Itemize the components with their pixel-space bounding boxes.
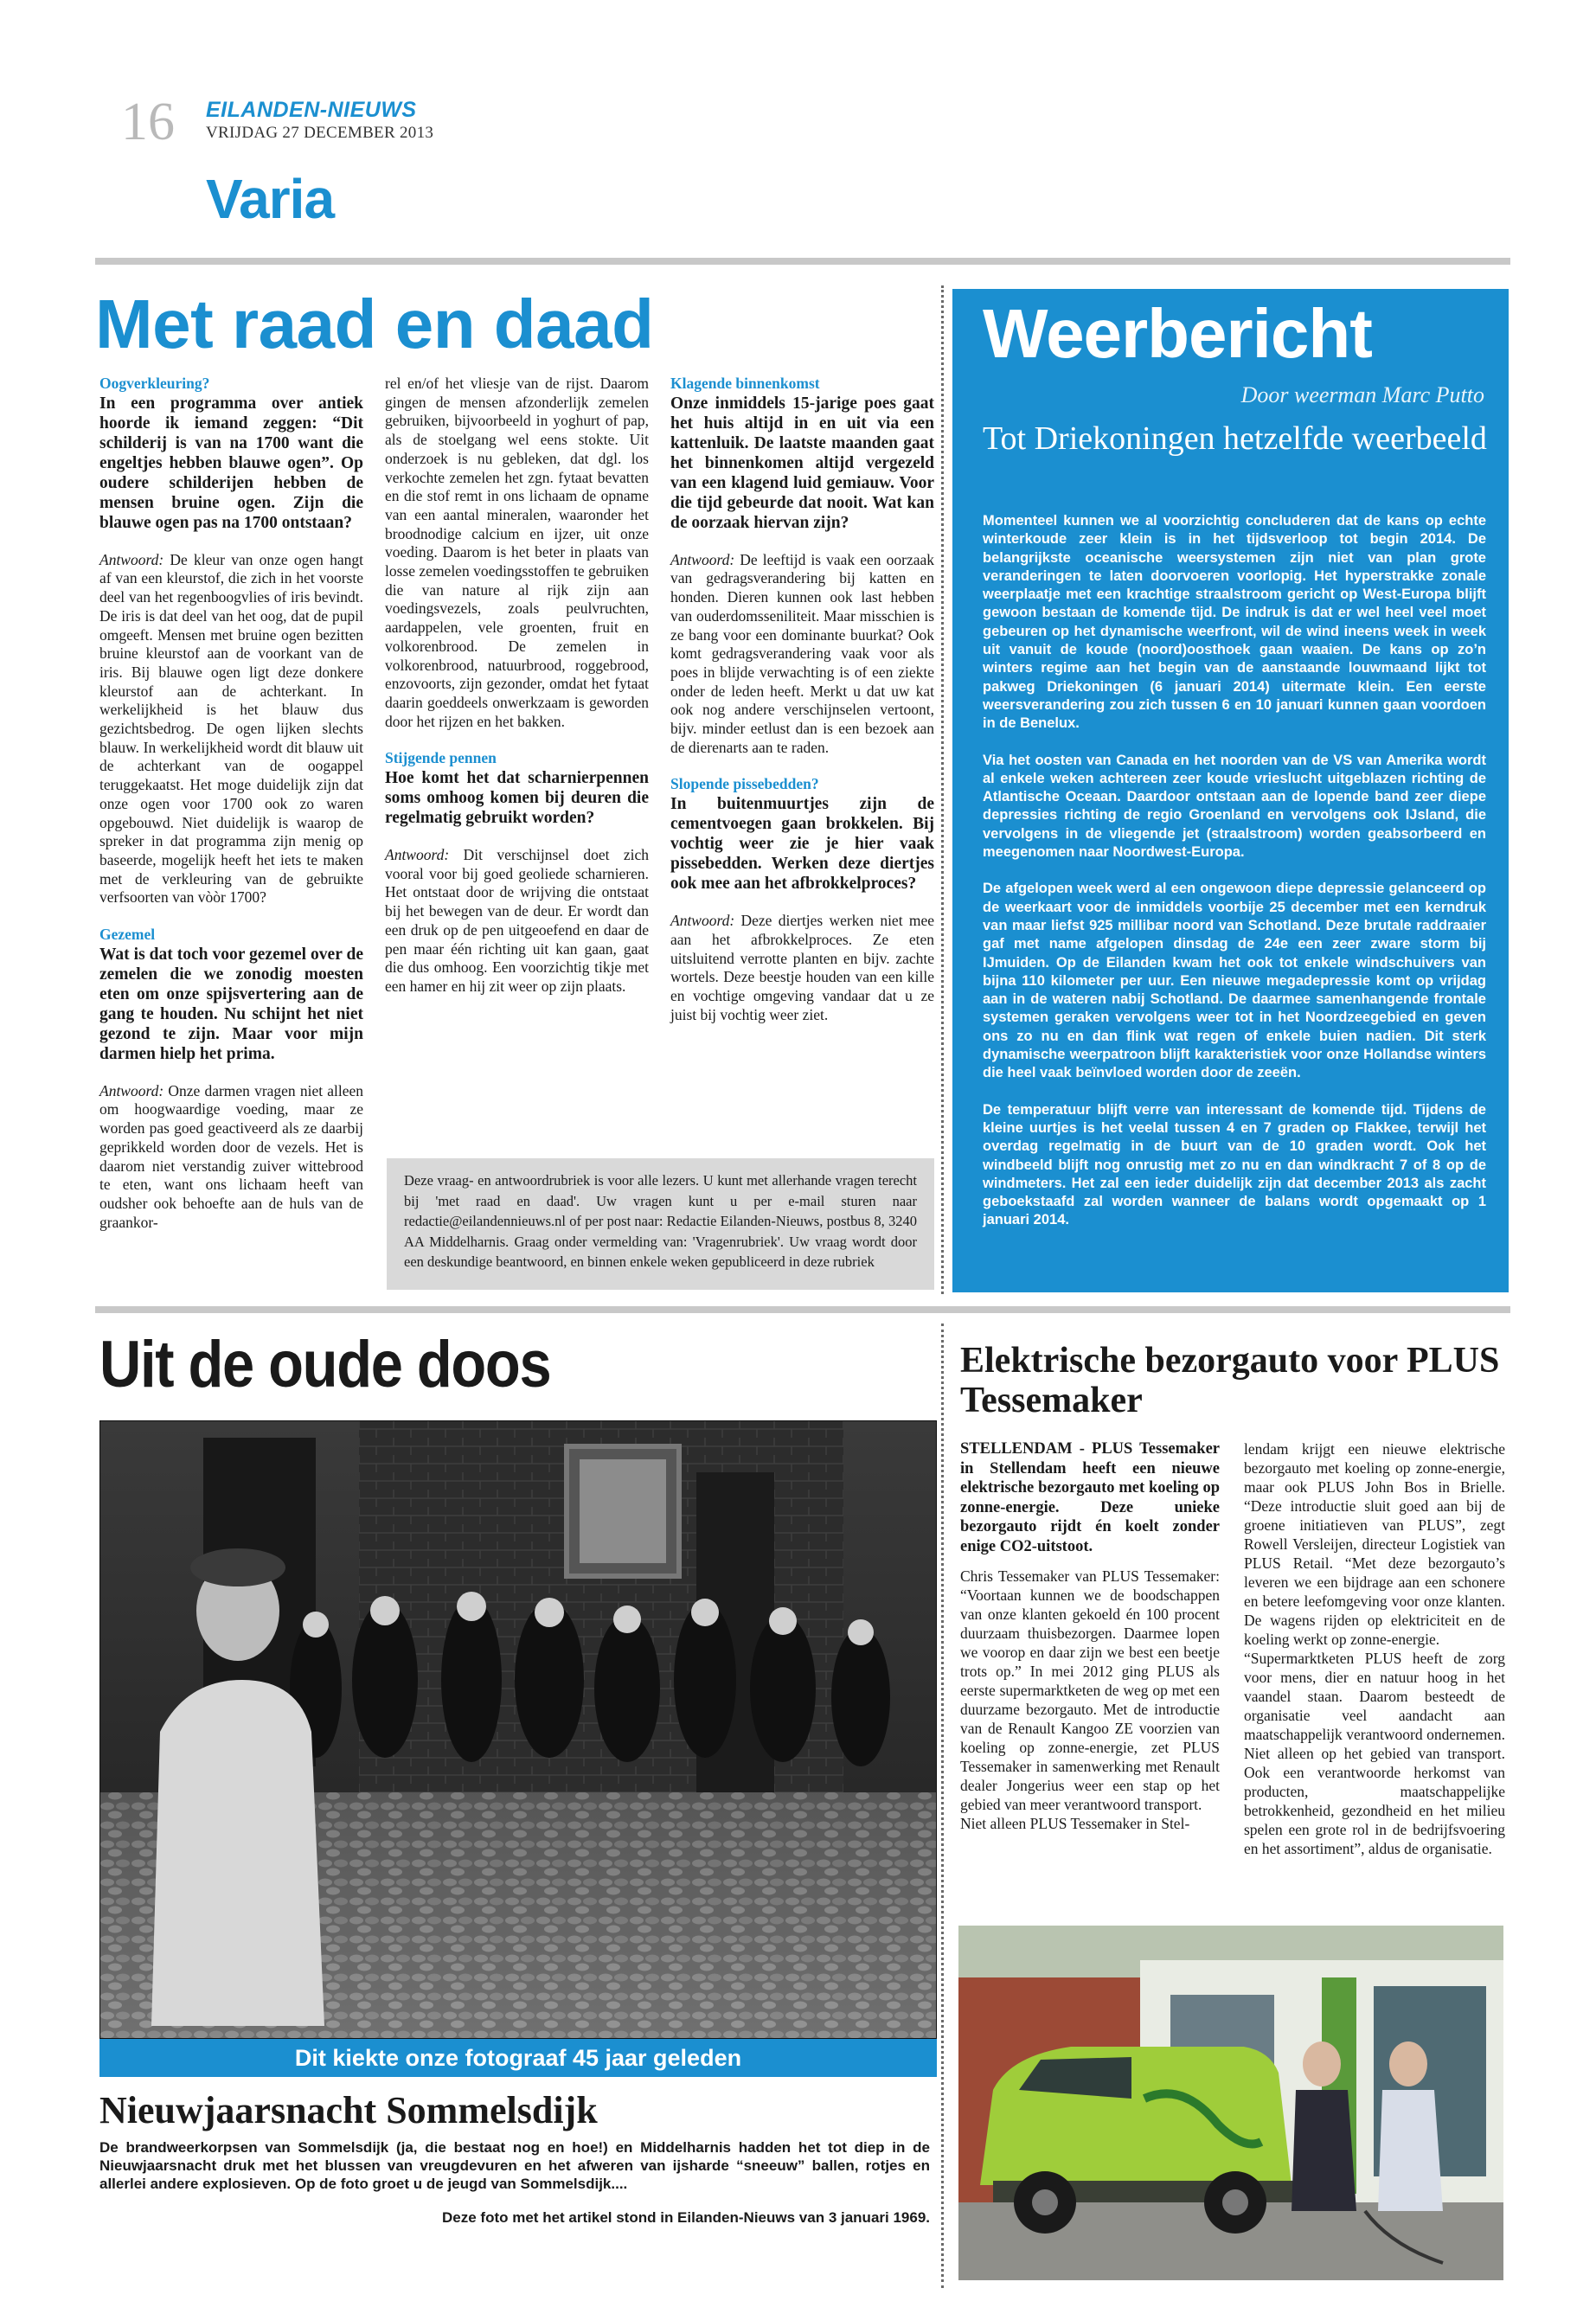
question-text: Wat is dat toch voor gezemel over de zemelen die we zonodig moesten eten om onze spijsvertering aan de gang te houden. Nu schijnt het niet gezond te zijn. Maar voor mijn darmen hielp het prima. (99, 945, 363, 1063)
answer-text: Antwoord: Onze darmen vragen niet alleen om hoogwaardige voeding, maar ze worden pas goed geactiveerd als ze daarbij geprikkeld worden door de vezels. Het is daarom niet verstandig zuiver wittebrood te eten, want ons lichaam heeft van oudsher ook behoefte aan de huls van de graankor- (99, 1081, 363, 1231)
weather-byline: Door weerman Marc Putto (1240, 382, 1484, 407)
answer-continuation: rel en/of het vliesje van de rijst. Daarom gingen de mensen afzonderlijk zemelen gebruiken, bijvoorbeeld in yoghurt of pap, als de stoelgang wel eens stokte. Uit onderzoek is nu gebleken, dat dgl. los verkochte zemelen het zgn. fytaat bevatten en die stof remt in ons lichaam de opname van een aantal mineralen, waaronder het broodnodige calcium en ijzer, uit onze voeding. Daarom is het beter in plaats van losse zemelen voedingsstoffen te gebruiken die van nature al rijk zijn aan voedingsvezels, zoals peulvruchten, aardappelen, vele groenten, fruit en volkorenbrood. De zemelen in volkorenbrood, natuurbrood, roggebrood, enzovoorts, zijn gezonder, omdat het fytaat daarin goeddeels onwerkzaam is geworden door het rijzen en het bakken. (385, 375, 649, 730)
weather-paragraph: De afgelopen week werd al een ongewoon diepe depressie gelanceerd op de weerkaart voor de inmiddels voorbije 25 december met een kerndruk van maar liefst 925 millibar noord van Schotland. Deze brutale raddraaier gaf met name afgelopen dinsdag de 24e een zeer zware storm bij IJmuiden. Op de Eilanden kwam het ook tot enkele windschuivers van bijna 110 kilometer per uur. Een nieuwe megadepressie komt op vrijdag aan in de wateren nabij Schotland. De daarmee samenhangende frontale systemen geraken vervolgens weer tot in het Noordzeegebied en geven ons zo nu en dan flink wat regen of enkele buien nadien. Dit sterk dynamische weerpatroon blijft karakteristiek voor onze Hollandse winters die heel vaak beïnvloed worden door de zeeën. (983, 881, 1486, 1081)
delivery-van-photo (958, 1926, 1503, 2280)
plus-body: Chris Tessemaker van PLUS Tessemaker: “Voortaan kunnen we de boodschappen van onze klanten gekoeld én 100 procent duurzaam thuisbezorgen. Daarmee lopen we voorop en daar zijn we best een beetje trots op.” In mei 2012 ging PLUS als eerste supermarktketen de weg op met een duurzame bezorgauto. Met de introductie van de Renault Kangoo ZE voorzien van koeling op zonne-energie, zet PLUS Tessemaker in samenwerking met Renault dealer Jongerius weer een stap op het gebied van meer verantwoord transport. (960, 1567, 1220, 1813)
oude-doos-title: Uit de oude doos (99, 1328, 551, 1401)
column-divider (941, 285, 944, 1294)
weather-body (983, 512, 1486, 1248)
question-kicker: Stijgende pennen (385, 749, 497, 767)
delivery-van-image (958, 1926, 1503, 2280)
raad-column-1 (99, 375, 363, 1232)
raad-title: Met raad en daad (95, 285, 654, 362)
question-kicker: Slopende pissebedden? (670, 775, 819, 793)
column-divider (941, 1324, 944, 2288)
question-kicker: Klagende binnenkomst (670, 375, 820, 392)
plus-body: Niet alleen PLUS Tessemaker in Stel- (960, 1815, 1190, 1832)
mid-rule (95, 1306, 1510, 1313)
question-text: In buitenmuurtjes zijn de cementvoegen gaan brokkelen. Bij vochtig weer zie je hier vaak pissebedden. Werken deze diertjes ook mee aan het afbrokkelproces? (670, 795, 934, 894)
photo-caption-bar: Dit kiekte onze fotograaf 45 jaar geleden (99, 2039, 937, 2077)
answer-text: Antwoord: Deze diertjes werken niet mee aan het afbrokkelproces. Ze eten uitsluitend verrotte planten en bijv. zachte wortels. Deze beestje houden van een kille en vochtige omgeving vandaar dat u ze juist bij vochtig weer ziet. (670, 912, 934, 1023)
question-kicker: Gezemel (99, 926, 156, 944)
answer-text: Antwoord: De kleur van onze ogen hangt af van een kleurstof, die zich in het voorste deel van het regenboogvlies of iris bevindt. De iris is dat deel van het oog, dat de pupil omgeeft. Mensen met bruine ogen bezitten bruine kleurstof aan de voorkant van de iris. Bij blauwe ogen ligt deze donkere kleurstof aan de achterkant. In werkelijkheid is het blauw dus gezichtsbedrog. De ogen lijken slechts blauw. In werkelijkheid wordt dit blauw uit de achterkant van de oogappel teruggekaatst. Het moge duidelijk zijn dat onze ogen voor 1700 ook zo waren opgebouwd. Niet duidelijk is waarop de spreker in dat programma zijn menig op baseerde, mogelijk heeft het iets te maken met de verkleuring van de gebruikte verfsoorten van vòòr 1700? (99, 550, 363, 907)
question-text: In een programma over antiek hoorde ik iemand zeggen: “Dit schilderij is van na 1700 want die engeltjes hebben blauwe ogen”. Op oudere schilderijen hebben de mensen bruine ogen. Zijn die blauwe ogen pas na 1700 ontstaan? (99, 394, 363, 532)
plus-title: Elektrische bezorgauto voor PLUS Tessemaker (960, 1341, 1500, 1420)
plus-column-2 (1244, 1439, 1505, 1858)
question-text: Onze inmiddels 15-jarige poes gaat het huis altijd in en uit via een kattenluik. De laatste maanden gaat het binnenkomen altijd vergezeld van een klagend luid gemiauw. Voor die tijd gebeurde dat nooit. Wat kan de oorzaak hiervan zijn? (670, 394, 934, 532)
plus-lead: STELLENDAM - PLUS Tessemaker in Stellendam heeft een nieuwe elektrische bezorgauto met koeling op zonne-energie. Deze unieke bezorgauto rijdt én koelt zonder enige CO2-uitstoot. (960, 1440, 1220, 1555)
question-kicker: Oogverkleuring? (99, 375, 210, 392)
plus-body: lendam krijgt een nieuwe elektrische bezorgauto met koeling op zonne-energie, maar ook PLUS John Bos in Brielle. “Deze introductie sluit goed aan bij de groene initiatieven van PLUS”, zegt Rowell Versleijen, directeur Logistiek van PLUS Retail. “Met deze bezorgauto’s leveren we een bijdrage aan een schonere en betere leefomgeving voor onze klanten. De wagens rijden op elektriciteit en de koeling werkt op zonne-energie. (1244, 1440, 1505, 1648)
top-rule (95, 258, 1510, 265)
historic-photo (99, 1420, 937, 2039)
answer-text: Antwoord: De leeftijd is vaak een oorzaak van gedragsverandering bij katten en honden. Dieren kunnen ook last hebben van ouderdomsseniliteit. Maar misschien is ze bang voor een dominante buurkat? Ook komt gedragsverandering vaak voor als poes in blijde verwachting is of een ziekte onder de leden heeft. Merkt u dat uw kat ook nog andere verschijnselen vertoont, bijv. minder eetlust dan is een bezoek aan de dierenarts aan te raden. (670, 550, 934, 756)
question-text: Hoe komt het dat scharnierpennen soms omhoog komen bij deuren die regelmatig gebruikt worden? (385, 769, 649, 828)
oude-doos-body: De brandweerkorpsen van Sommelsdijk (ja, die bestaat nog en hoe!) en Middelharnis hadden het tot diep in de Nieuwjaarsnacht druk met het blussen van vreugdevuren en het afweren van ijsharde “sneeuw” ballen, rotjes en allerlei andere explosieven. Op de foto groet u de jeugd van Sommelsdijk.... (99, 2139, 930, 2192)
weather-paragraph: Momenteel kunnen we al voorzichtig concluderen dat de kans op echte winterkoude zeer klein is in het tijdsverloop tot begin 2014. De belangrijkste oceanische weersystemen zijn niet van plan grote veranderingen te laten doorvoeren voorlopig. Het hyperstrakke zonale weerplaatje met een krachtige straalstroom gericht op West-Europa blijft gewoon bestaan de komende tijd. De indruk is dat er wel heel veel moet gebeuren op het dynamische weerfront, wil de wind ineens week in week uit vanuit de koude (noord)oosthoek gaan waaien. De kans op zo’n winters regime aan het begin van de aanstaande louwmaand lijkt tot pakweg Driekoningen (6 januari 2014) uitermate klein. Een eerste weersverandering zou zich tussen 6 en 10 januari kunnen gaan voordoen in de Benelux. (983, 513, 1486, 732)
plus-column-1 (960, 1439, 1220, 1833)
weather-box (952, 289, 1509, 1292)
historic-photo-image (99, 1420, 937, 2039)
answer-text: Antwoord: Dit verschijnsel doet zich vooral voor bij goed geoliede scharnieren. Het ontstaat door de wrijving die ontstaat bij het bewegen van de deur. Er wordt dan een druk op de pen uitgeoefend en daar de pen maar één richting uit kan gaan, gaat die dus omhoog. Een voorzichtig tikje met een hamer en hij zit weer op zijn plaats. (385, 846, 649, 995)
masthead-logo: EILANDEN-NIEUWS (206, 98, 417, 122)
issue-date: VRIJDAG 27 DECEMBER 2013 (206, 124, 434, 142)
raad-column-3 (670, 375, 934, 1024)
page-number: 16 (121, 93, 175, 151)
rubriek-info-box: Deze vraag- en antwoordrubriek is voor alle lezers. U kunt met allerhande vragen terecht bij 'met raad en daad'. Uw vragen kunt u per e-mail sturen naar redactie@eilandennieuws.nl of per post naar: Redactie Eilanden-Nieuws, postbus 8, 3240 AA Middelharnis. Graag onder vermelding van: 'Vragenrubriek'. Uw vraag wordt door een deskundige beantwoord, en binnen enkele weken gepubliceerd in deze rubriek (387, 1158, 934, 1290)
weather-paragraph: De temperatuur blijft verre van interessant de komende tijd. Tijdens de kleine uurtjes is het veelal tussen 4 en 7 graden op Flakkee, terwijl het overdag regelmatig in de buurt van de 10 graden wordt. Ook het windbeeld blijft nog onrustig met zo nu en dan windkracht 7 of 8 op de windmeters. Het zal een ieder duidelijk zijn dat december 2013 als zacht geboekstaafd zal worden wanneer de balans wordt opgemaakt op 1 januari 2014. (983, 1101, 1486, 1228)
oude-doos-source: Deze foto met het artikel stond in Eilanden-Nieuws van 3 januari 1969. (442, 2209, 930, 2226)
raad-column-2 (385, 375, 649, 997)
weather-subtitle: Tot Driekoningen hetzelfde weerbeeld (983, 420, 1487, 457)
weather-paragraph: Via het oosten van Canada en het noorden van de VS van Amerika wordt al enkele weken achtereen zeer koude vrieslucht uitgeblazen richting de Atlantische Oceaan. Daardoor ontstaan aan de lopende band zeer diepe depressies richting de regio Groenland en vervolgens ook IJsland, die vervolgens in de vliegende jet (straalstroom) worden geabsorbeerd en meegenomen naar Noordwest-Europa. (983, 752, 1486, 861)
oude-doos-subtitle: Nieuwjaarsnacht Sommelsdijk (99, 2089, 598, 2131)
section-title: Varia (206, 168, 335, 230)
weather-title: Weerbericht (983, 295, 1372, 372)
plus-body: “Supermarktketen PLUS heeft de zorg voor mens, dier en natuur hoog in het vaandel staan. Daarom besteedt de organisatie veel aandacht aan maatschappelijk verantwoord ondernemen. Niet alleen op het gebied van transport. Ook een verantwoorde herkomst van producten, maatschappelijke betrokkenheid, gezondheid en het milieu spelen een grote rol in de bedrijfsvoering en het assortiment”, aldus de organisatie. (1244, 1650, 1505, 1857)
